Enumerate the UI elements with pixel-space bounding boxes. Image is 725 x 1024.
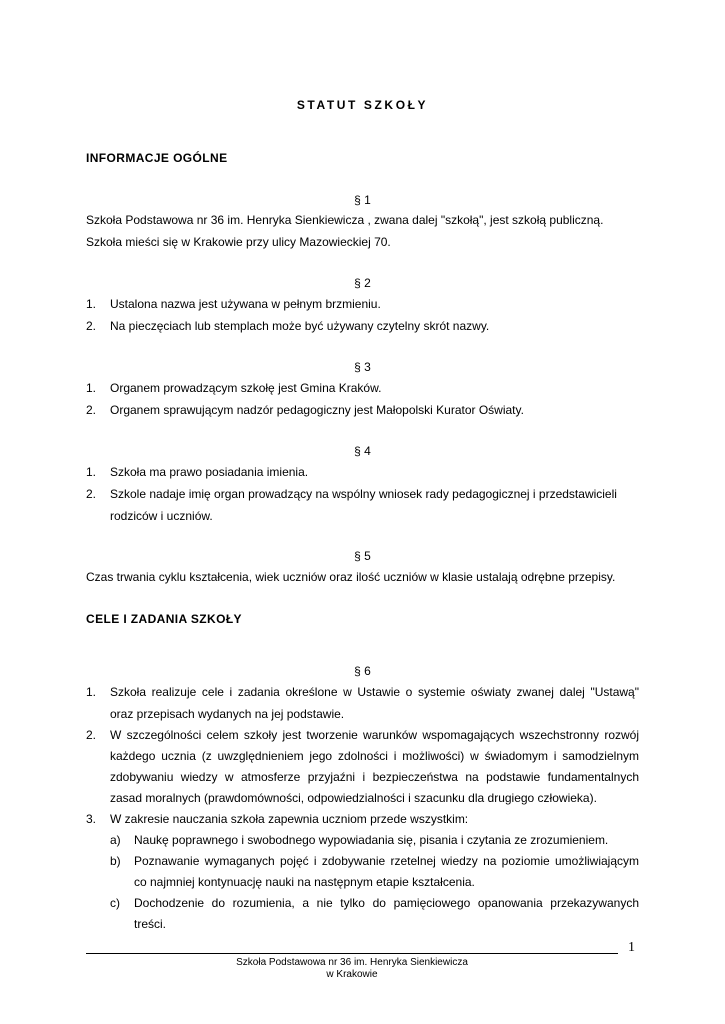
sublist-item-text: Naukę poprawnego i swobodnego wypowiadania się, pisania i czytania ze zrozumieniem. — [134, 833, 609, 847]
section-heading: CELE I ZADANIA SZKOŁY — [86, 612, 242, 626]
list-number: 2. — [86, 728, 97, 742]
list-number: 3. — [86, 812, 97, 826]
sublist-item-text: Poznawanie wymaganych pojęć i zdobywanie rzetelnej wiedzy na poziomie umożliwiającym — [134, 854, 639, 868]
list-item-text: Ustalona nazwa jest używana w pełnym brzmieniu. — [110, 297, 381, 311]
list-item-text: Organem prowadzącym szkołę jest Gmina Kraków. — [110, 381, 382, 395]
list-number: 1. — [86, 297, 97, 311]
list-item-text: Na pieczęciach lub stemplach może być używany czytelny skrót nazwy. — [110, 319, 490, 333]
list-item-text: Szkoła realizuje cele i zadania określone w Ustawie o systemie oświaty zwanej dalej "Ustawą" — [110, 685, 639, 699]
sublist-item-text: co najmniej kontynuację nauki na następnym etapie kształcenia. — [134, 875, 475, 889]
document-title: STATUT SZKOŁY — [296, 98, 429, 112]
sublist-item-text: Dochodzenie do rozumienia, a nie tylko do pamięciowego opanowania przekazywanych — [134, 896, 639, 910]
list-item-text: zasad moralnych (prawdomówności, odpowiedzialności i szacunku dla drugiego człowieka). — [110, 791, 597, 805]
list-number: 1. — [86, 465, 97, 479]
footer-city: w Krakowie — [326, 969, 378, 980]
sublist-letter: c) — [110, 896, 120, 910]
paragraph-sign: § 3 — [354, 360, 371, 374]
list-number: 2. — [86, 403, 97, 417]
footer-divider — [86, 953, 618, 954]
list-item-text: oraz przepisach wydanych na jej podstawie. — [110, 707, 345, 721]
paragraph-sign: § 2 — [354, 276, 371, 290]
paragraph-line: Szkoła Podstawowa nr 36 im. Henryka Sienkiewicza , zwana dalej "szkołą", jest szkołą publiczną. — [86, 213, 604, 227]
list-number: 1. — [86, 381, 97, 395]
list-item-text: Szkole nadaje imię organ prowadzący na wspólny wniosek rady pedagogicznej i przedstawicieli — [110, 487, 617, 501]
sublist-letter: a) — [110, 833, 121, 847]
list-item-text: rodziców i uczniów. — [110, 509, 213, 523]
paragraph-sign: § 5 — [354, 549, 371, 563]
paragraph-sign: § 4 — [354, 444, 371, 458]
list-item-text: W szczególności celem szkoły jest tworzenie warunków wspomagających wszechstronny rozwój — [110, 728, 639, 742]
section-heading: INFORMACJE OGÓLNE — [86, 151, 228, 165]
sublist-item-text: treści. — [134, 917, 167, 931]
sublist-letter: b) — [110, 854, 121, 868]
list-number: 2. — [86, 487, 97, 501]
footer-school-name: Szkoła Podstawowa nr 36 im. Henryka Sienkiewicza — [236, 957, 468, 968]
list-number: 1. — [86, 685, 97, 699]
paragraph-sign: § 6 — [354, 664, 371, 678]
page-number: 1 — [628, 940, 635, 955]
list-item-text: każdego ucznia (z uwzględnieniem jego zdolności i możliwości) w świadomym i samodzielnym — [110, 749, 639, 763]
list-item-text: zdobywaniu wiedzy w atmosferze przyjaźni i bezpieczeństwa na podstawie fundamentalnych — [110, 770, 639, 784]
list-number: 2. — [86, 319, 97, 333]
list-item-text: W zakresie nauczania szkoła zapewnia uczniom przede wszystkim: — [110, 812, 469, 826]
list-item-text: Szkoła ma prawo posiadania imienia. — [110, 465, 309, 479]
paragraph-sign: § 1 — [354, 193, 371, 207]
paragraph-line: Szkoła mieści się w Krakowie przy ulicy Mazowieckiej 70. — [86, 235, 391, 249]
list-item-text: Organem sprawującym nadzór pedagogiczny jest Małopolski Kurator Oświaty. — [110, 403, 524, 417]
paragraph-line: Czas trwania cyklu kształcenia, wiek uczniów oraz ilość uczniów w klasie ustalają odrębne przepisy. — [86, 570, 616, 584]
